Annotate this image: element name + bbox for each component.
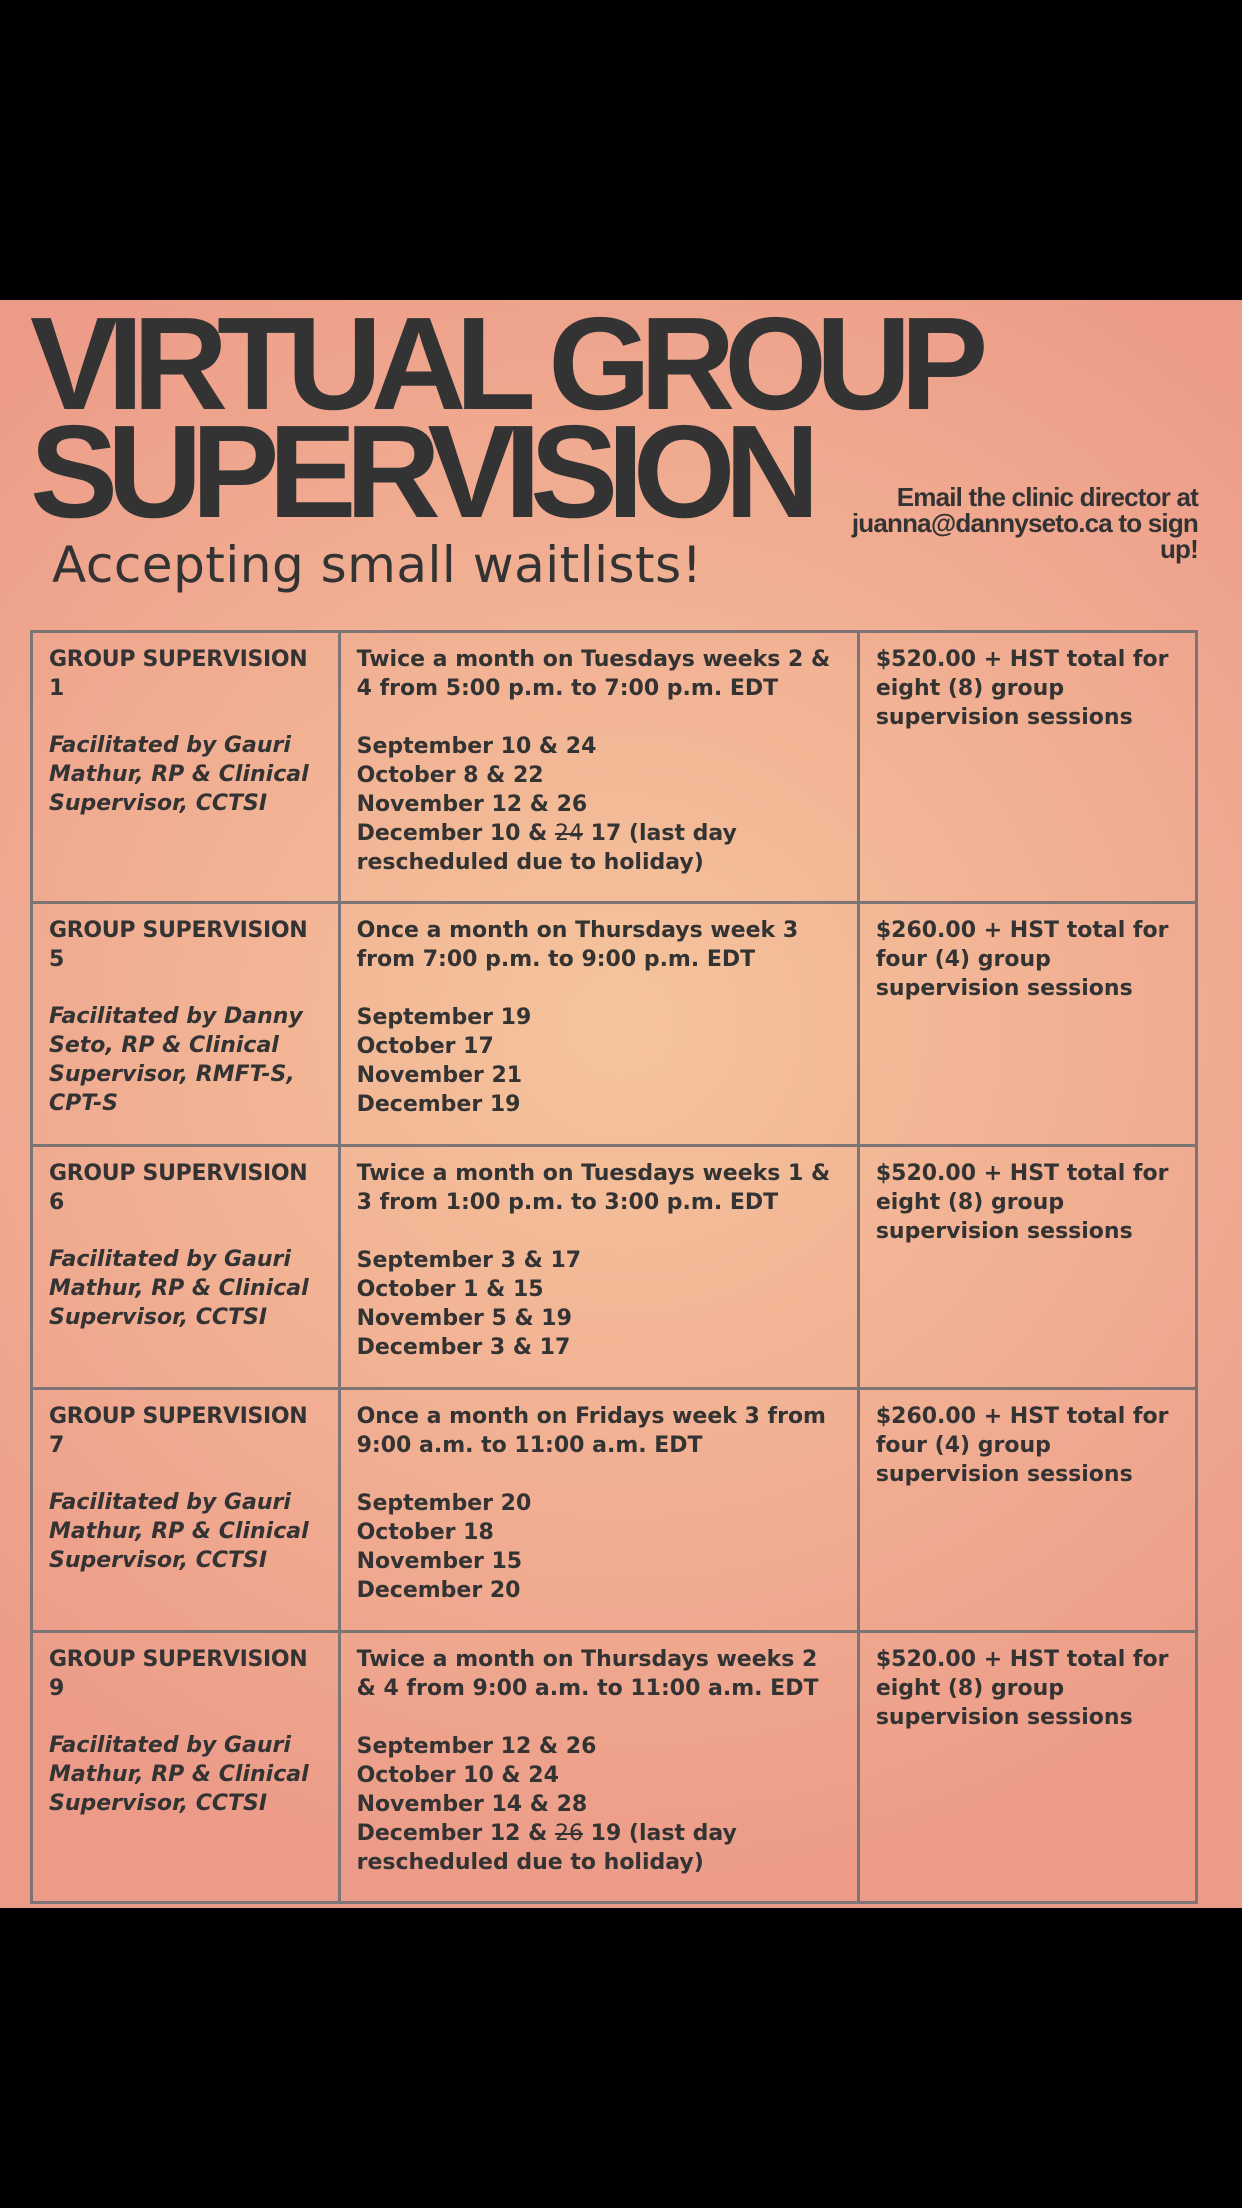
- date-line: September 12 & 26: [356, 1734, 597, 1759]
- schedule-cell: [339, 1632, 858, 1903]
- date-line-rescheduled: [357, 1819, 841, 1877]
- poster-title-line-2: SUPERVISION: [30, 398, 809, 545]
- date-line: October 8 & 22: [356, 763, 544, 788]
- price-cell: [858, 1632, 1196, 1903]
- poster-subtitle: Accepting small waitlists!: [52, 536, 703, 594]
- date-line: November 14 & 28: [356, 1792, 588, 1817]
- date-list: [357, 732, 841, 877]
- date-line: November 15: [356, 1549, 523, 1574]
- group-info-cell: [32, 1389, 340, 1632]
- date-before: December 10 &: [356, 821, 555, 846]
- date-list: [357, 1489, 841, 1605]
- table-row: [32, 632, 1197, 903]
- group-info-cell: [32, 1632, 340, 1903]
- date-line: November 12 & 26: [356, 792, 588, 817]
- date-line: December 20: [356, 1578, 521, 1603]
- date-after: 17 (last day rescheduled due to holiday): [356, 821, 737, 875]
- facilitator: Facilitated by Danny Seto, RP & Clinical Supervisor, RMFT-S, CPT-S: [49, 1004, 303, 1116]
- table-row: [32, 903, 1197, 1146]
- table-row: [32, 1146, 1197, 1389]
- group-name: GROUP SUPERVISION 1: [49, 647, 308, 701]
- frequency: Once a month on Fridays week 3 from 9:00 a.m. to 11:00 a.m. EDT: [356, 1404, 826, 1458]
- price-cell: [858, 1146, 1196, 1389]
- price: $520.00 + HST total for eight (8) group supervision sessions: [875, 647, 1169, 730]
- signup-email-note: Email the clinic director at juanna@dannyseto.ca to sign up!: [851, 482, 1198, 564]
- price: $260.00 + HST total for four (4) group supervision sessions: [875, 918, 1169, 1001]
- group-name: GROUP SUPERVISION 7: [49, 1404, 308, 1458]
- schedule-cell: [339, 1146, 858, 1389]
- price: $520.00 + HST total for eight (8) group supervision sessions: [875, 1161, 1169, 1244]
- group-name: GROUP SUPERVISION 5: [49, 918, 308, 972]
- facilitator: Facilitated by Gauri Mathur, RP & Clinical Supervisor, CCTSI: [49, 1733, 309, 1816]
- date-line: September 20: [356, 1491, 532, 1516]
- date-line: December 3 & 17: [356, 1335, 571, 1360]
- date-line: October 10 & 24: [356, 1763, 559, 1788]
- group-info-cell: [32, 632, 340, 903]
- group-info-cell: [32, 1146, 340, 1389]
- frequency: Twice a month on Thursdays weeks 2 & 4 from 9:00 a.m. to 11:00 a.m. EDT: [356, 1647, 819, 1701]
- group-name: GROUP SUPERVISION 6: [49, 1161, 308, 1215]
- table-row: [32, 1389, 1197, 1632]
- date-line: October 17: [356, 1034, 494, 1059]
- struck-date: 26: [554, 1821, 583, 1846]
- group-info-cell: [32, 903, 340, 1146]
- price: $520.00 + HST total for eight (8) group supervision sessions: [875, 1647, 1169, 1730]
- price: $260.00 + HST total for four (4) group supervision sessions: [875, 1404, 1169, 1487]
- table-row: [32, 1632, 1197, 1903]
- price-cell: [858, 903, 1196, 1146]
- price-cell: [858, 1389, 1196, 1632]
- poster-title-line-1: VIRTUAL GROUP: [30, 290, 978, 437]
- date-line-rescheduled: [357, 819, 841, 877]
- facilitator: Facilitated by Gauri Mathur, RP & Clinical Supervisor, CCTSI: [49, 1490, 309, 1573]
- struck-date: 24: [554, 821, 583, 846]
- schedule-cell: [339, 903, 858, 1146]
- frequency: Once a month on Thursdays week 3 from 7:00 p.m. to 9:00 p.m. EDT: [356, 918, 799, 972]
- frequency: Twice a month on Tuesdays weeks 1 & 3 from 1:00 p.m. to 3:00 p.m. EDT: [356, 1161, 831, 1215]
- date-list: [357, 1003, 841, 1119]
- facilitator: Facilitated by Gauri Mathur, RP & Clinical Supervisor, CCTSI: [49, 1247, 309, 1330]
- date-line: November 5 & 19: [356, 1306, 572, 1331]
- poster: [0, 290, 1242, 1908]
- facilitator: Facilitated by Gauri Mathur, RP & Clinical Supervisor, CCTSI: [49, 733, 309, 816]
- schedule-cell: [339, 1389, 858, 1632]
- poster-title: [30, 290, 978, 545]
- date-line: December 19: [356, 1092, 521, 1117]
- date-before: December 12 &: [356, 1821, 555, 1846]
- schedule-table: [30, 630, 1198, 1904]
- date-line: September 3 & 17: [356, 1248, 582, 1273]
- group-name: GROUP SUPERVISION 9: [49, 1647, 308, 1701]
- price-cell: [858, 632, 1196, 903]
- date-list: [357, 1246, 841, 1362]
- date-after: 19 (last day rescheduled due to holiday): [356, 1821, 737, 1875]
- date-line: October 18: [356, 1520, 494, 1545]
- date-line: September 10 & 24: [356, 734, 597, 759]
- schedule-cell: [339, 632, 858, 903]
- date-list: [357, 1732, 841, 1877]
- date-line: October 1 & 15: [356, 1277, 544, 1302]
- date-line: November 21: [356, 1063, 523, 1088]
- frequency: Twice a month on Tuesdays weeks 2 & 4 from 5:00 p.m. to 7:00 p.m. EDT: [356, 647, 831, 701]
- date-line: September 19: [356, 1005, 532, 1030]
